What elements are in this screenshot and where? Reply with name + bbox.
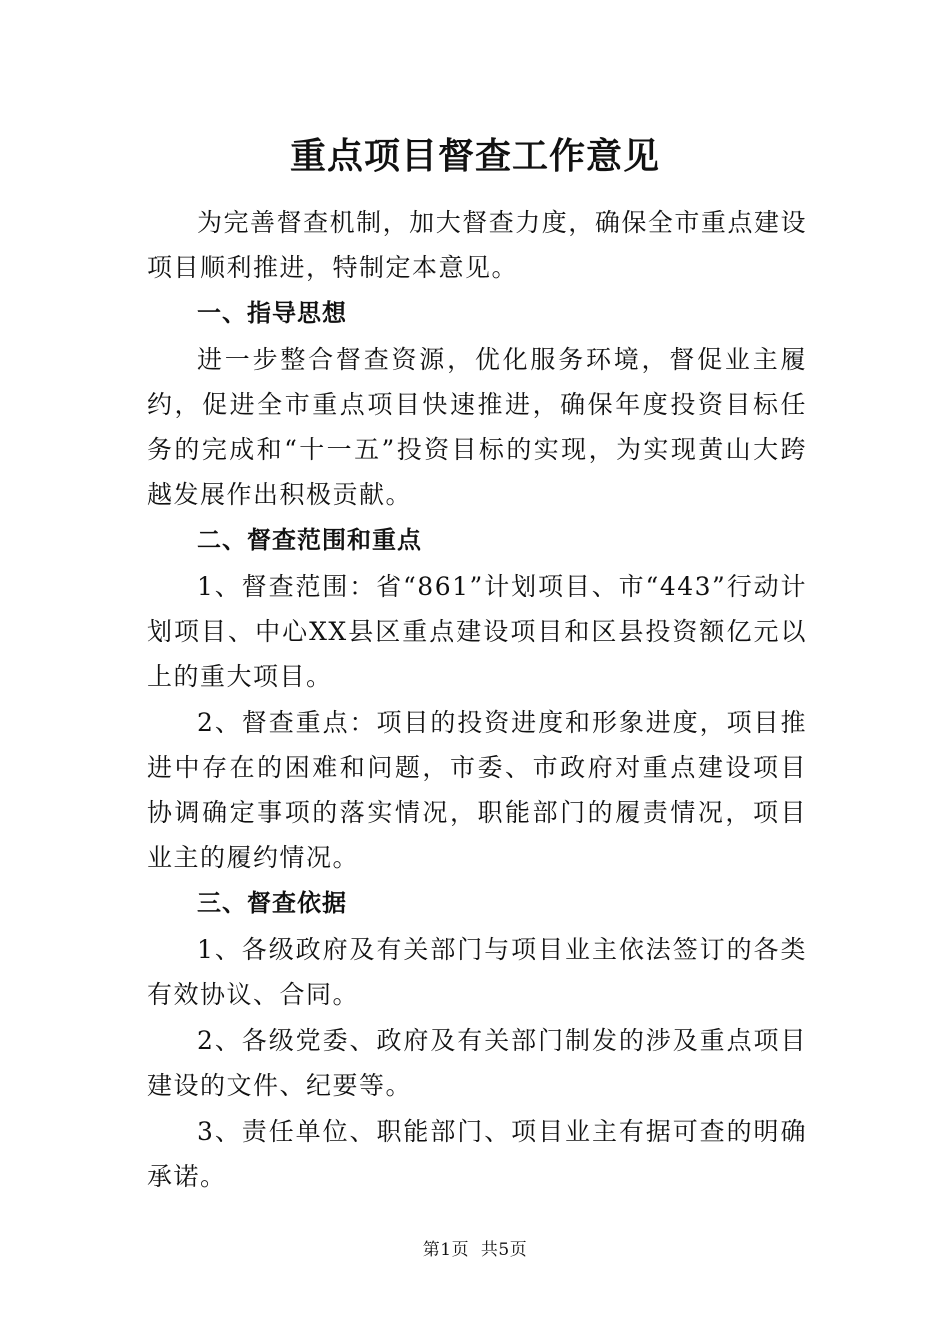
section-heading-basis: 三、督查依据 — [197, 889, 347, 917]
document-title: 重点项目督查工作意见 — [289, 136, 660, 177]
section-paragraph: 1、各级政府及有关部门与项目业主依法签订的各类有效协议、合同。 — [147, 935, 807, 1009]
document-body — [147, 200, 807, 1199]
section-paragraph: 进一步整合督查资源，优化服务环境，督促业主履约，促进全市重点项目快速推进，确保年度投资目标任务的完成和“十一五”投资目标的实现，为实现黄山大跨越发展作出积极贡献。 — [147, 345, 807, 509]
section-paragraph: 1、督查范围：省“861”计划项目、市“443”行动计划项目、中心XX县区重点建设项目和区县投资额亿元以上的重大项目。 — [147, 572, 807, 691]
page-footer — [0, 1238, 950, 1262]
intro-paragraph: 为完善督查机制，加大督查力度，确保全市重点建设项目顺利推进，特制定本意见。 — [147, 208, 807, 282]
section-heading-guiding-ideology: 一、指导思想 — [197, 299, 347, 327]
section-paragraph: 2、督查重点：项目的投资进度和形象进度，项目推进中存在的困难和问题，市委、市政府对重点建设项目协调确定事项的落实情况，职能部门的履责情况，项目业主的履约情况。 — [147, 708, 807, 872]
section-paragraph: 3、责任单位、职能部门、项目业主有据可查的明确承诺。 — [147, 1117, 807, 1191]
section-paragraph: 2、各级党委、政府及有关部门制发的涉及重点项目建设的文件、纪要等。 — [147, 1026, 807, 1100]
page-number-label: 第1页 共5页 — [422, 1240, 528, 1260]
section-heading-scope-and-focus: 二、督查范围和重点 — [197, 526, 422, 554]
